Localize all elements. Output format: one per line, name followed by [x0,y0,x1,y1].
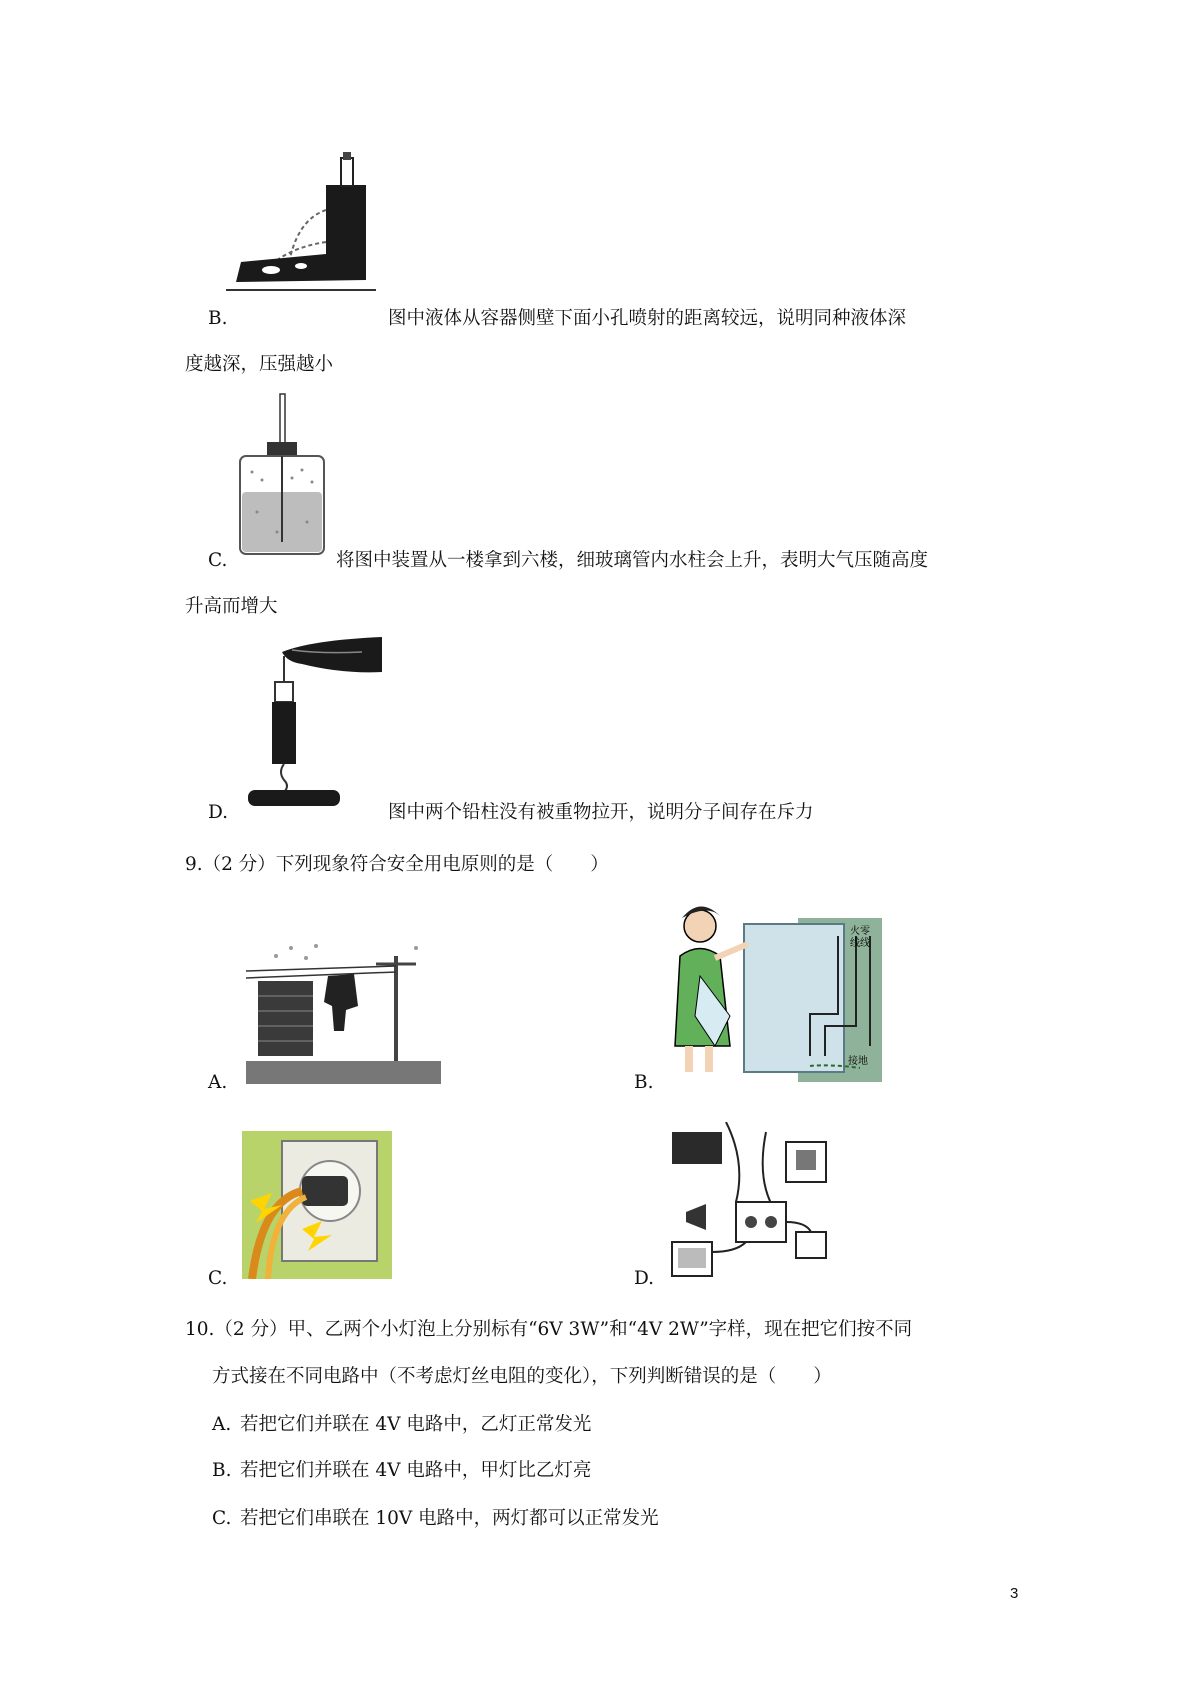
question-9-stem: 9.（2 分）下列现象符合安全用电原则的是（ ） [185,854,609,875]
laundry-on-power-line-figure [246,936,441,1084]
bottle-barometer-figure [232,392,332,557]
q8-option-d-text: 图中两个铅柱没有被重物拉开，说明分子间存在斥力 [388,802,814,823]
q8-option-b-text-line2: 度越深，压强越小 [185,354,334,375]
page-number: 3 [1010,1585,1019,1602]
fig-b-wire-label: 线线 [850,938,870,949]
q9-option-c-label: C. [208,1268,228,1289]
liquid-pressure-container-figure [226,150,376,295]
q8-option-c-text-line1: 将图中装置从一楼拿到六楼，细玻璃管内水柱会上升，表明大气压随高度 [336,550,929,571]
q8-option-c-label: C. [208,550,228,571]
many-appliances-on-one-socket-figure [666,1122,844,1284]
q8-option-b-text-line1: 图中液体从容器侧壁下面小孔喷射的距离较远，说明同种液体深 [388,308,907,329]
q9-option-d-label: D. [634,1268,655,1289]
q8-option-c-text-line2: 升高而增大 [185,596,278,617]
woman-touching-washing-machine-figure [660,896,882,1082]
q10-option-b-label: B. [212,1460,232,1481]
lead-cylinders-figure [242,632,387,812]
q10-option-a-text: 若把它们并联在 4V 电路中，乙灯正常发光 [240,1414,592,1435]
q8-option-b-label: B. [208,308,228,329]
q9-option-b-label: B. [634,1072,654,1093]
q8-option-d-label: D. [208,802,229,823]
fig-b-live-neutral-label: 火零 [850,926,870,937]
question-10-stem-line2: 方式接在不同电路中（不考虑灯丝电阻的变化），下列判断错误的是（ ） [212,1366,832,1387]
q10-option-b-text: 若把它们并联在 4V 电路中，甲灯比乙灯亮 [240,1460,592,1481]
q10-option-c-text: 若把它们串联在 10V 电路中，两灯都可以正常发光 [240,1508,659,1529]
damaged-plug-in-socket-figure [242,1131,392,1279]
fig-b-ground-label: 接地 [848,1056,868,1067]
question-10-stem-line1: 10.（2 分）甲、乙两个小灯泡上分别标有“6V 3W”和“4V 2W”字样，现在把它们按不同 [185,1319,913,1340]
q9-option-a-label: A. [208,1072,228,1093]
q10-option-c-label: C. [212,1508,232,1529]
q10-option-a-label: A. [212,1414,232,1435]
